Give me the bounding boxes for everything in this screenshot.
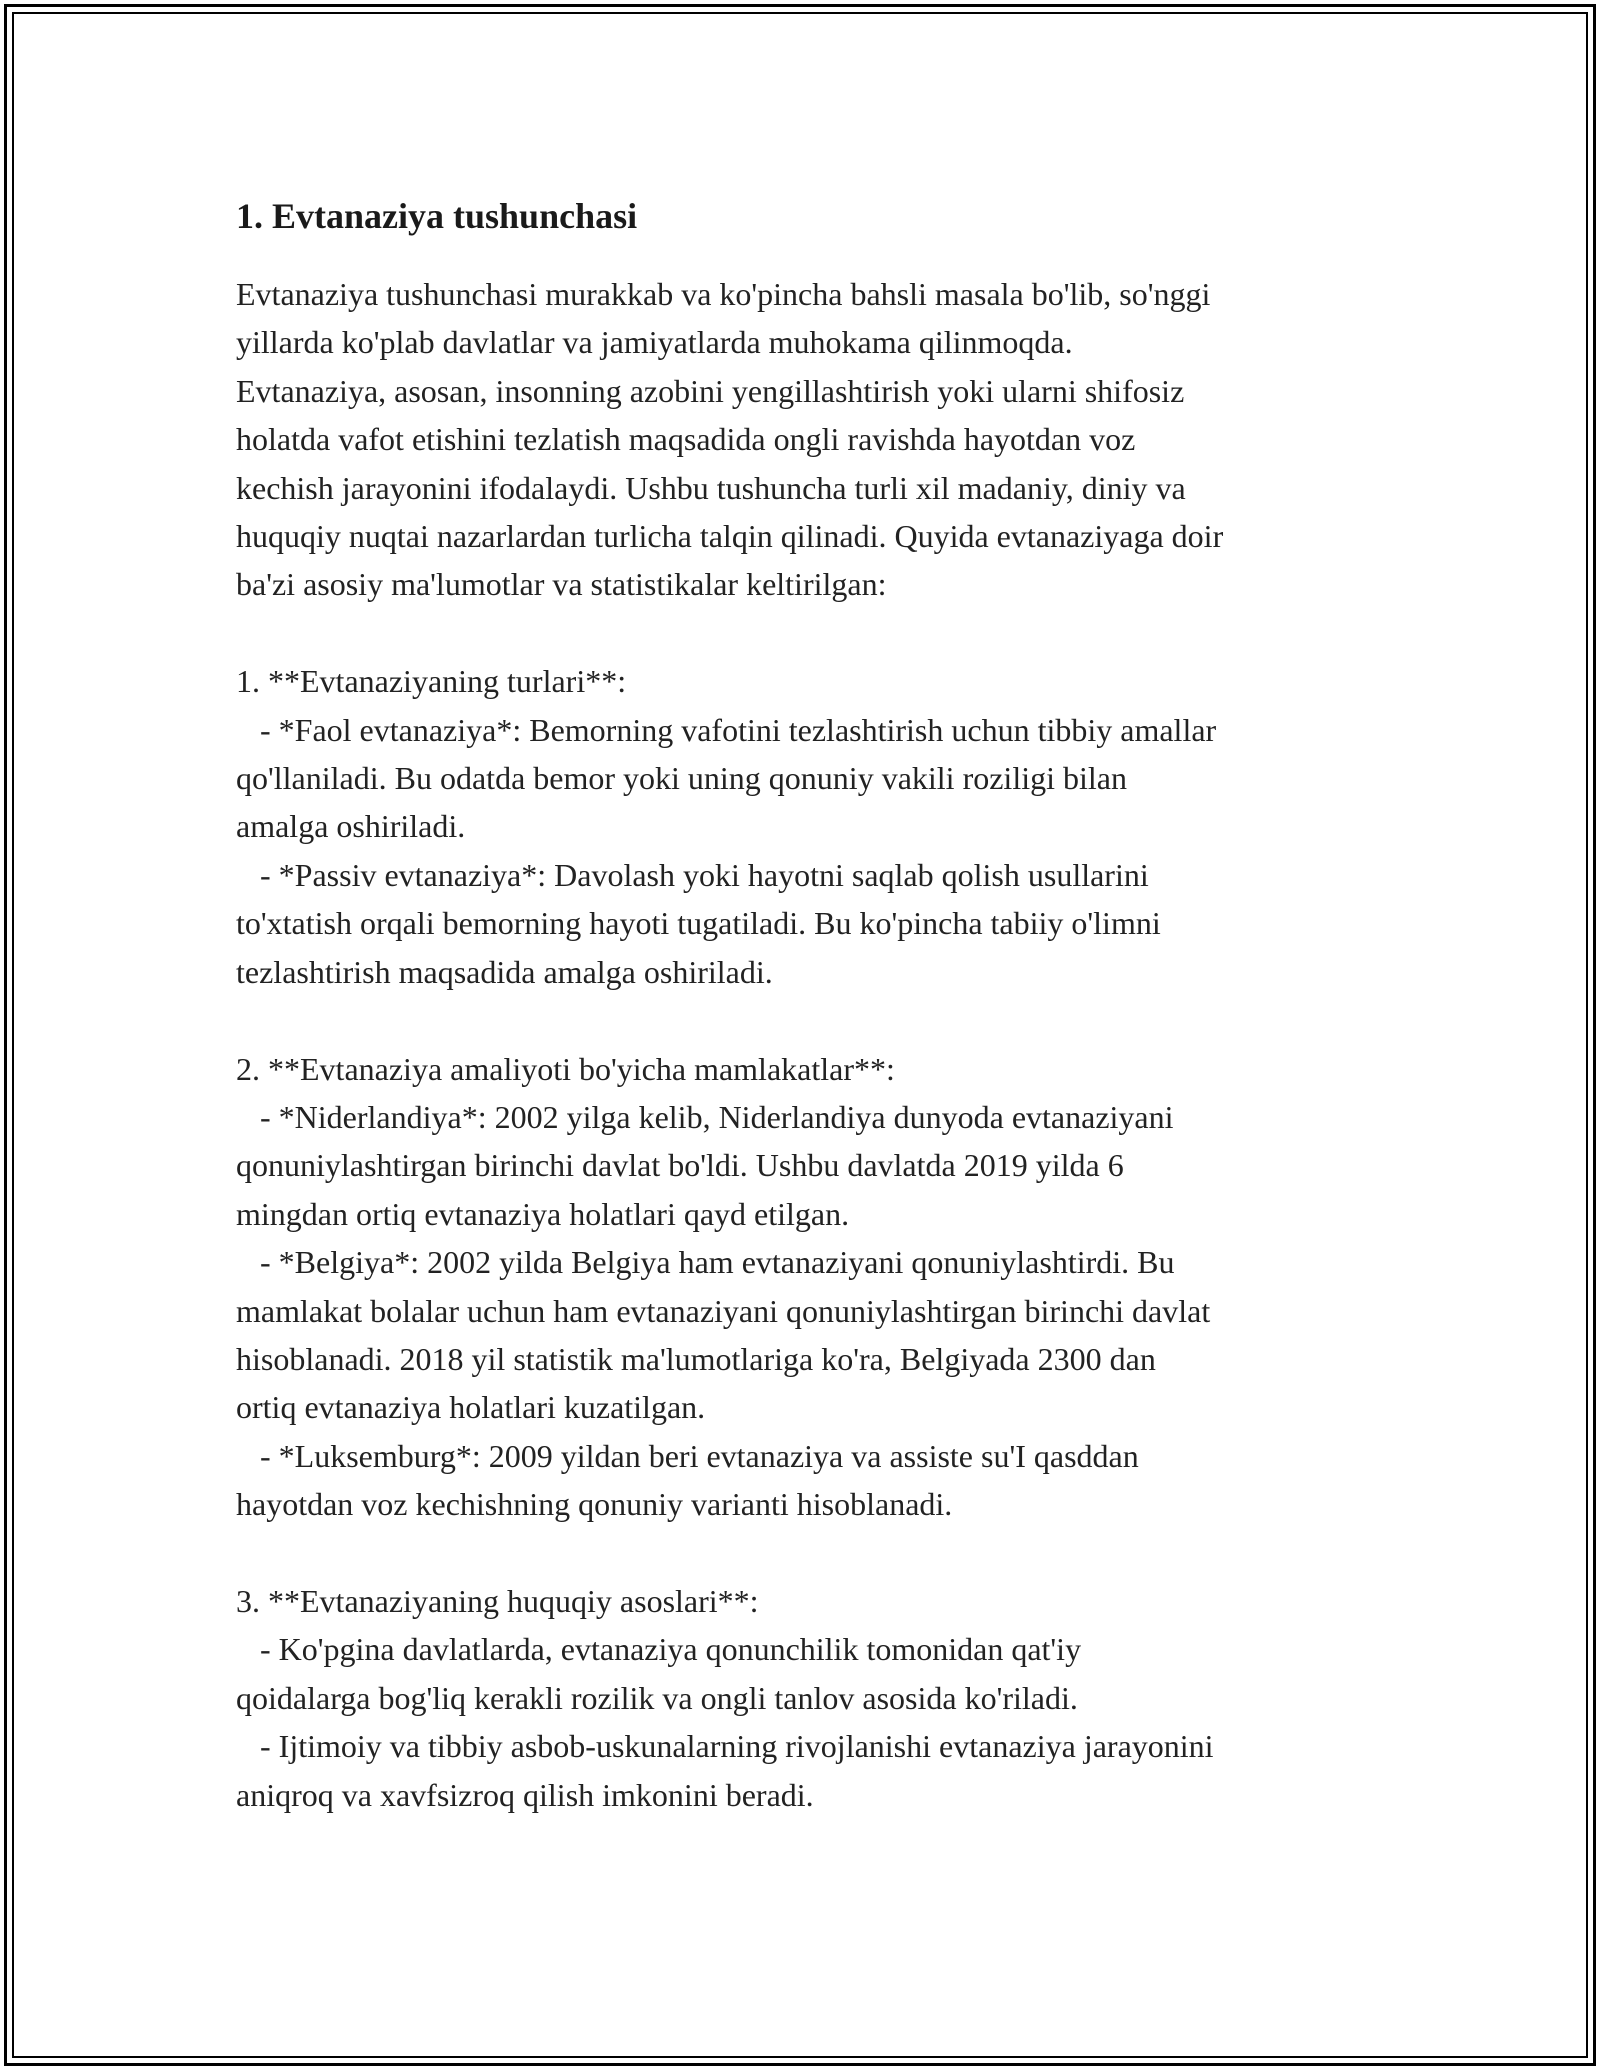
section-body-text: Evtanaziya tushunchasi murakkab va ko'pincha bahsli masala bo'lib, so'nggi yillarda ko'plab davlatlar va jamiyatlarda muhokama qilinmoqda. Evtanaziya, asosan, insonning azobini yengillashtirish yoki ularni shifosiz holatda vafot etishini tezlatish maqsadida ongli ravishda hayotdan voz kechish jarayonini ifodalaydi. Ushbu tushuncha turli xil madaniy, diniy va huquqiy nuqtai nazarlardan turlicha talqin qilinadi. Quyida evtanaziyaga doir ba'zi asosiy ma'lumotlar va statistikalar keltirilgan: 1. **Evtanaziyaning turlari**: - *Faol evtanaziya*: Bemorning vafotini tezlashtirish uchun tibbiy amallar qo'llaniladi. Bu odatda bemor yoki uning qonuniy vakili roziligi bilan amalga oshiriladi. - *Passiv evtanaziya*: Davolash yoki hayotni saqlab qolish usullarini to'xtatish orqali bemorning hayoti tugatiladi. Bu ko'pincha tabiiy o'limni tezlashtirish maqsadida amalga oshiriladi. 2. **Evtanaziya amaliyoti bo'yicha mamlakatlar**: - *Niderlandiya*: 2002 yilga kelib, Niderlandiya dunyoda evtanaziyani qonuniylashtirgan birinchi davlat bo'ldi. Ushbu davlatda 2019 yilda 6 mingdan ortiq evtanaziya holatlari qayd etilgan. - *Belgiya*: 2002 yilda Belgiya ham evtanaziyani qonuniylashtirdi. Bu mamlakat bolalar uchun ham evtanaziyani qonuniylashtirgan birinchi davlat hisoblanadi. 2018 yil statistik ma'lumotlariga ko'ra, Belgiyada 2300 dan ortiq evtanaziya holatlari kuzatilgan. - *Luksemburg*: 2009 yildan beri evtanaziya va assiste su'I qasddan hayotdan voz kechishning qonuniy varianti hisoblanadi. 3. **Evtanaziyaning huquqiy asoslari**: - Ko'pgina davlatlarda, evtanaziya qonunchilik tomonidan qat'iy qoidalarga bog'liq kerakli rozilik va ongli tanlov asosida ko'riladi. - Ijtimoiy va tibbiy asbob-uskunalarning rivojlanishi evtanaziya jarayonini aniqroq va xavfsizroq qilish imkonini beradi. <box>236 276 1224 1813</box>
section-heading: 1. Evtanaziya tushunchasi <box>236 196 638 236</box>
document-page <box>236 186 1386 1819</box>
